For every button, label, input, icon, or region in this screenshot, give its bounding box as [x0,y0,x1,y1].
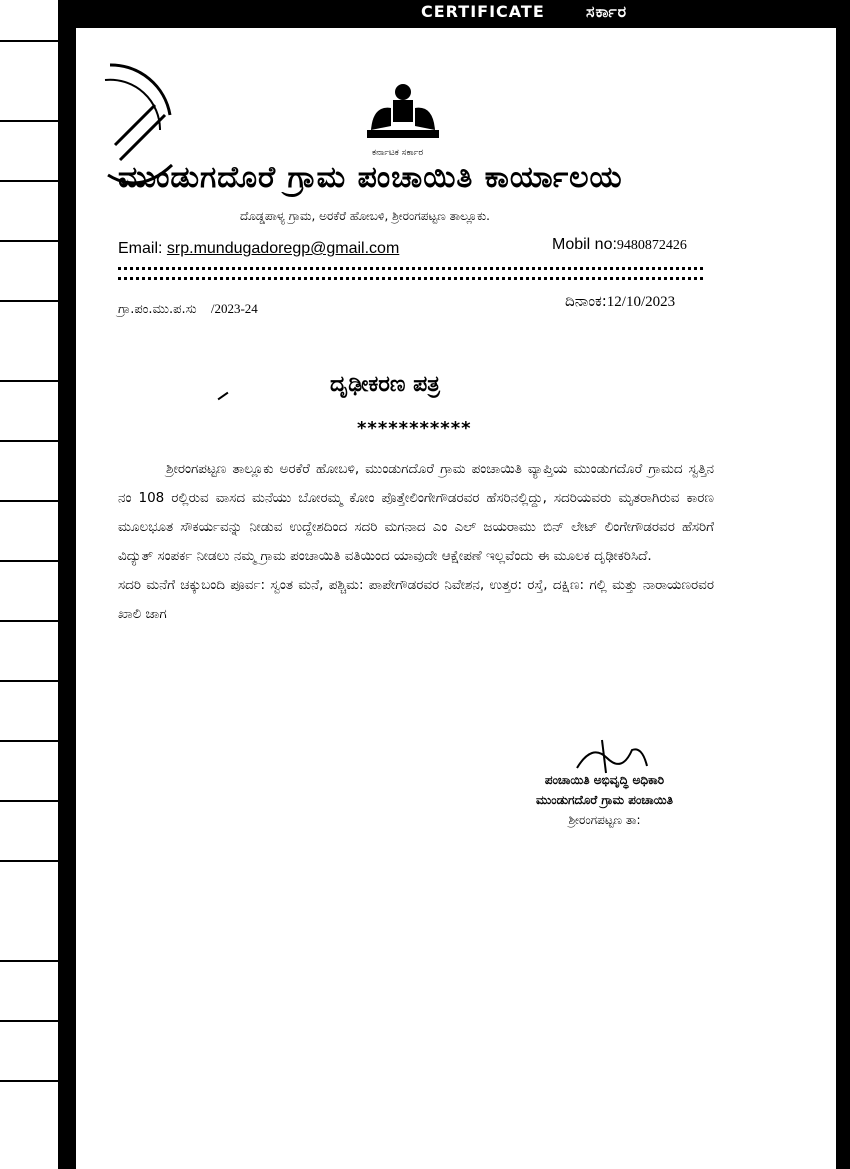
title-stars: *********** [357,418,472,439]
signatory-stamp [517,770,692,830]
scanned-header-strip [76,0,836,28]
mobile-label: Mobil no: [552,236,617,253]
office-title: ಮುಂಡುಗದೊರೆ ಗ್ರಾಮ ಪಂಚಾಯಿತಿ ಕಾರ್ಯಾಲಯ [118,160,623,195]
emblem-caption: ಕರ್ನಾಟಕ ಸರ್ಕಾರ [372,148,424,158]
property-boundaries: ಸದರಿ ಮನೆಗೆ ಚಕ್ಕುಬಂದಿ ಪೂರ್ವ: ಸ್ವಂತ ಮನೆ, ಪಶ್ಚಿಮ: ಪಾಪೇಗೌಡರವರ ನಿವೇಶನ, ಉತ್ತರ: ರಸ್ತೆ, ದಕ್ಷಿಣ: ಗಲ್ಲಿ ಮತ್ತು ನಾರಾಯಣರವರ ಖಾಲಿ ಜಾಗ [118,577,714,622]
header-strip-text-right: ಸರ್ಕಾರ [586,2,628,21]
state-emblem-icon [363,80,443,142]
date-value: 12/10/2023 [606,294,676,310]
date-line [565,292,675,311]
signatory-taluk: ಶ್ರೀರಂಗಪಟ್ಟಣ ತಾ: [568,813,641,827]
reference-number [118,301,258,317]
signatory-office: ಮುಂಡುಗದೊರೆ ಗ್ರಾಮ ಪಂಚಾಯಿತಿ [536,793,673,807]
adjacent-page-strip [0,0,58,1169]
document-title: ದೃಢೀಕರಣ ಪತ್ರ [330,372,440,397]
date-label: ದಿನಾಂಕ: [565,292,607,310]
certificate-body [118,455,714,629]
header-strip-text-left: CERTIFICATE [421,2,545,21]
signatory-designation: ಪಂಚಾಯಿತಿ ಅಭಿವೃದ್ಧಿ ಅಧಿಕಾರಿ [544,773,665,787]
email-label: Email: [118,240,163,257]
header-divider [118,267,703,270]
reference-year: /2023-24 [210,301,258,316]
email-line [118,240,399,258]
mobile-number: 9480872426 [616,238,687,253]
header-divider-2 [118,277,703,280]
mobile-line [552,236,687,254]
email-address: srp.mundugadoregp@gmail.com [166,240,400,257]
office-address: ದೊಡ್ಡಪಾಳ್ಯ ಗ್ರಾಮ, ಅರಕೆರೆ ಹೋಬಳಿ, ಶ್ರೀರಂಗಪಟ್ಟಣ ತಾಲ್ಲೂಕು. [240,209,490,223]
certificate-paragraph: ಶ್ರೀರಂಗಪಟ್ಟಣ ತಾಲ್ಲೂಕು ಅರಕೆರೆ ಹೋಬಳಿ, ಮುಂಡುಗದೊರೆ ಗ್ರಾಮ ಪಂಚಾಯಿತಿ ವ್ಯಾಪ್ತಿಯ ಮುಂಡುಗದೊರೆ ಗ್ರಾಮದ ಸ್ವತ್ತಿನ ನಂ 108 ರಲ್ಲಿರುವ ವಾಸದ ಮನೆಯು ಬೋರಮ್ಮ ಕೋಂ ಪೊತ್ತೇಲಿಂಗೇಗೌಡರವರ ಹೆಸರಿನಲ್ಲಿದ್ದು, ಸದರಿಯವರು ಮೃತರಾಗಿರುವ ಕಾರಣ ಮೂಲಭೂತ ಸೌಕರ್ಯವನ್ನು ನೀಡುವ ಉದ್ದೇಶದಿಂದ ಸದರಿ ಮಗನಾದ ಎಂ ಎಲ್ ಜಯರಾಮು ಬಿನ್ ಲೇಟ್ ಲಿಂಗೇಗೌಡರವರ ಹೆಸರಿಗೆ ವಿದ್ಯುತ್ ಸಂಪರ್ಕ ನೀಡಲು ನಮ್ಮ ಗ್ರಾಮ ಪಂಚಾಯಿತಿ ವತಿಯಿಂದ ಯಾವುದೇ ಆಕ್ಷೇಪಣೆ ಇಲ್ಲವೆಂದು ಈ ಮೂಲಕ ದೃಢೀಕರಿಸಿದೆ. [118,461,714,564]
reference-prefix: ಗ್ರಾ.ಪಂ.ಮು.ಪ.ಸು [118,302,197,317]
